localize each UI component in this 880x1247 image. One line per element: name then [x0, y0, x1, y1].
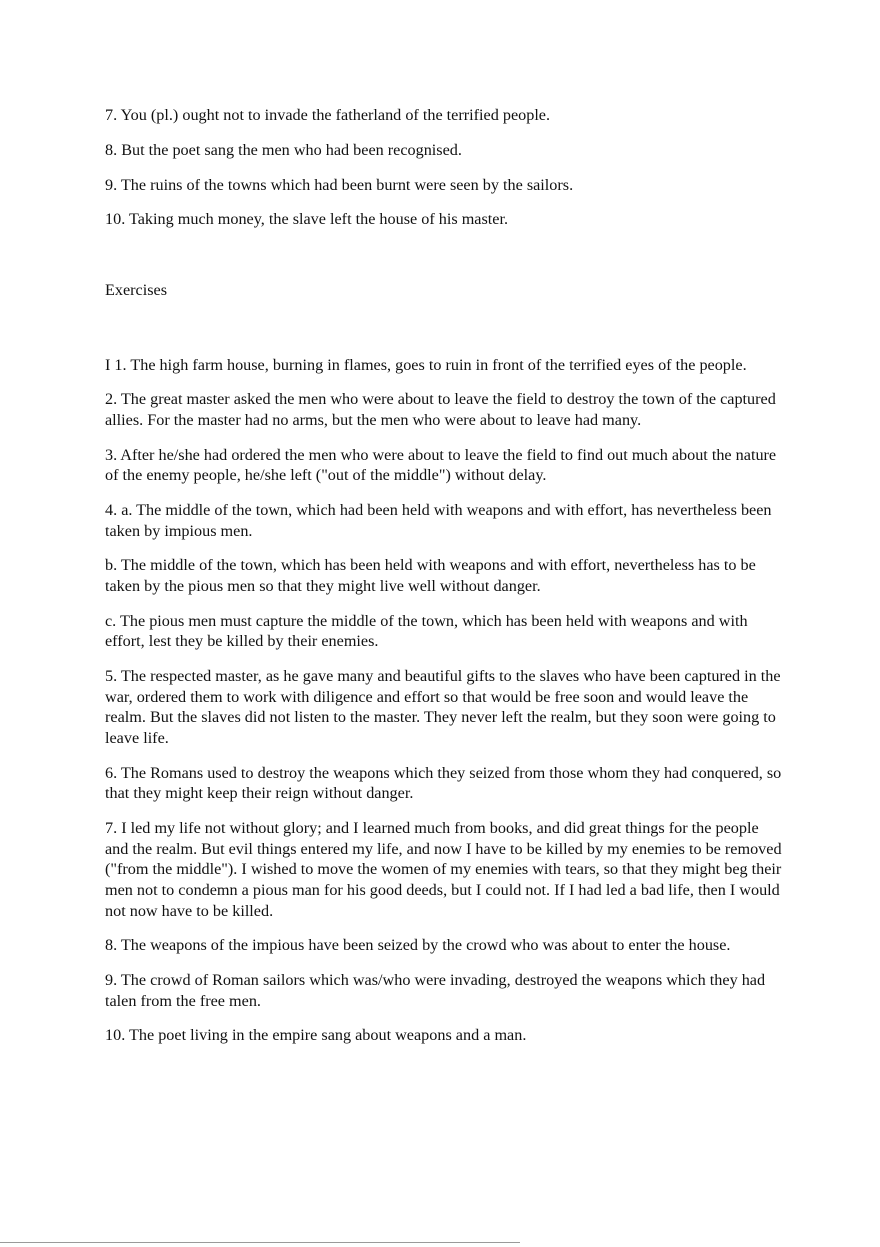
footer-divider — [0, 1242, 520, 1243]
exercise-7: 7. I led my life not without glory; and I learned much from books, and did great things for the people and the realm. But evil things entered my life, and now I have to be killed by my enemies to be removed ("from the middle"). I wished to move the women of my enemies with tears, so that they might beg their men not to condemn a pious man for his good deeds, but I could not. If I had led a bad life, then I would not now have to be killed. — [105, 819, 782, 920]
exercise-2: 2. The great master asked the men who were about to leave the field to destroy the town of the captured allies. For the master had no arms, but the men who were about to leave had many. — [105, 390, 776, 429]
sentence-9: 9. The ruins of the towns which had been burnt were seen by the sailors. — [105, 175, 574, 194]
sentence-8: 8. But the poet sang the men who had been recognised. — [105, 140, 462, 159]
sentence-10: 10. Taking much money, the slave left the house of his master. — [105, 210, 509, 229]
exercise-6: 6. The Romans used to destroy the weapons which they seized from those whom they had conquered, so that they might keep their reign without danger. — [105, 763, 782, 803]
exercise-4c: c. The pious men must capture the middle of the town, which has been held with weapons and with effort, lest they be killed by their enemies. — [105, 611, 748, 651]
exercise-10: 10. The poet living in the empire sang about weapons and a man. — [105, 1026, 527, 1045]
exercise-9: 9. The crowd of Roman sailors which was/who were invading, destroyed the weapons which they had talen from the free men. — [105, 971, 766, 1010]
exercise-4b: b. The middle of the town, which has been held with weapons and with effort, nevertheless has to be taken by the pious men so that they might live well without danger. — [105, 556, 756, 596]
exercise-1: I 1. The high farm house, burning in flames, goes to ruin in front of the terrified eyes of the people. — [105, 355, 747, 374]
exercise-4a: 4. a. The middle of the town, which had been held with weapons and with effort, has nevertheless been taken by impious men. — [105, 501, 772, 540]
exercise-8: 8. The weapons of the impious have been seized by the crowd who was about to enter the house. — [105, 936, 731, 955]
sentence-7: 7. You (pl.) ought not to invade the fatherland of the terrified people. — [105, 106, 551, 124]
document-page — [105, 105, 785, 1060]
exercise-3: 3. After he/she had ordered the men who were about to leave the field to find out much about the nature of the enemy people, he/she left ("out of the middle") without delay. — [105, 445, 777, 485]
exercises-heading: Exercises — [105, 280, 168, 299]
exercise-5: 5. The respected master, as he gave many and beautiful gifts to the slaves who have been captured in the war, ordered them to work with diligence and effort so that would be free soon and would leave the realm. But the slaves did not listen to the master. They never left the realm, but they soon were going to leave life. — [105, 667, 781, 747]
